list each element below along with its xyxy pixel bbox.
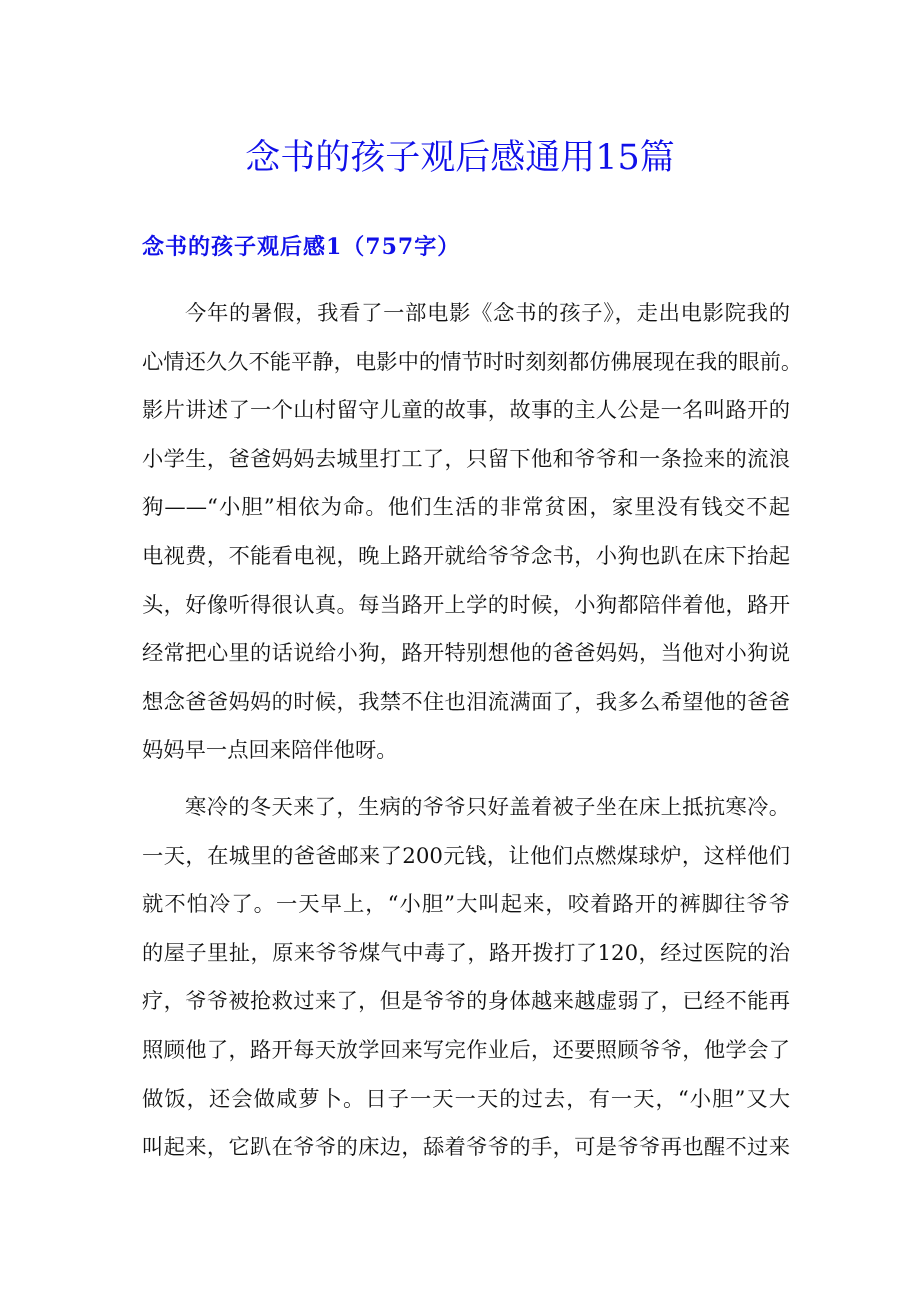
text-line: 电视费，不能看电视，晚上路开就给爷爷念书，小狗也趴在床下抬起: [142, 543, 790, 569]
text-line: 疗，爷爷被抢救过来了，但是爷爷的身体越来越虚弱了，已经不能再: [142, 989, 790, 1015]
text-line: 想念爸爸妈妈的时候，我禁不住也泪流满面了，我多么希望他的爸爸: [142, 689, 790, 715]
text-line: 就不怕冷了。一天早上，“小胆”大叫起来，咬着路开的裤脚往爷爷: [142, 892, 790, 918]
paragraph-1: [142, 290, 803, 776]
text-line: 狗——“小胆”相依为命。他们生活的非常贫困，家里没有钱交不起: [142, 495, 790, 521]
text-line: 的屋子里扯，原来爷爷煤气中毒了，路开拨打了120，经过医院的治: [142, 940, 790, 966]
text-line: 影片讲述了一个山村留守儿童的故事，故事的主人公是一名叫路开的: [142, 398, 790, 424]
text-line: 叫起来，它趴在爷爷的床边，舔着爷爷的手，可是爷爷再也醒不过来: [142, 1135, 790, 1161]
text-line: 妈妈早一点回来陪伴他呀。: [142, 738, 398, 764]
paragraph-2: [142, 784, 790, 1173]
section-heading: 念书的孩子观后感1（757字）: [142, 234, 461, 260]
text-line: 做饭，还会做咸萝卜。日子一天一天的过去，有一天，“小胆”又大: [142, 1086, 790, 1112]
text-line: 寒冷的冬天来了，生病的爷爷只好盖着被子坐在床上抵抗寒冷。: [185, 795, 790, 820]
text-line: 经常把心里的话说给小狗，路开特别想他的爸爸妈妈，当他对小狗说: [142, 641, 790, 667]
document-title: 念书的孩子观后感通用15篇: [245, 138, 675, 178]
text-line: 心情还久久不能平静，电影中的情节时时刻刻都仿佛展现在我的眼前。: [142, 349, 803, 375]
text-line: 一天，在城里的爸爸邮来了200元钱，让他们点燃煤球炉，这样他们: [142, 843, 790, 869]
text-line: 今年的暑假，我看了一部电影《念书的孩子》，走出电影院我的: [185, 301, 790, 326]
text-line: 头，好像听得很认真。每当路开上学的时候，小狗都陪伴着他，路开: [142, 592, 790, 618]
text-line: 小学生，爸爸妈妈去城里打工了，只留下他和爷爷和一条捡来的流浪: [142, 446, 790, 472]
text-line: 照顾他了，路开每天放学回来写完作业后，还要照顾爷爷，他学会了: [142, 1037, 790, 1063]
